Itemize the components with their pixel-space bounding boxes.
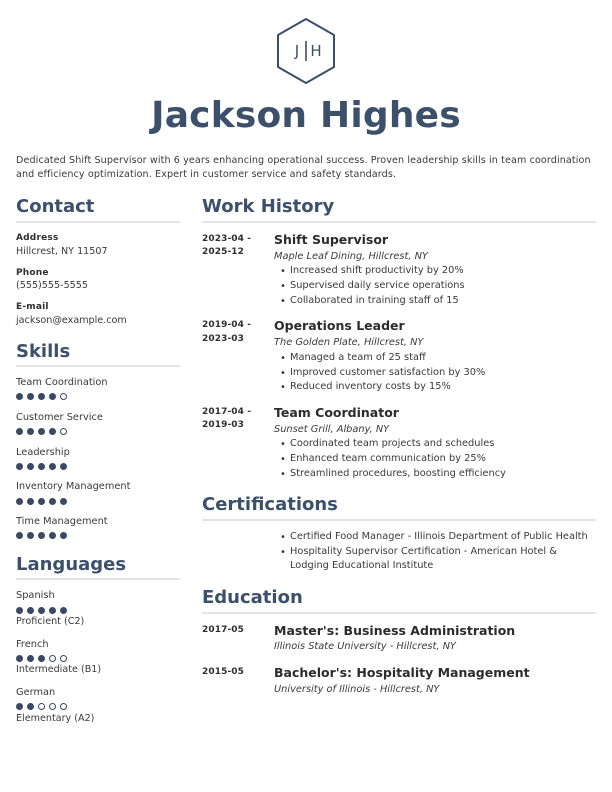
contact-value: (555)555-5555 (16, 280, 88, 292)
rating-dot-filled (38, 428, 45, 435)
bullet-item: • Supervised daily service operations (290, 279, 596, 294)
language-proficiency: Proficient (C2) (16, 616, 85, 628)
skill-name: Leadership (16, 446, 70, 458)
rating-dot-empty (60, 428, 67, 435)
section-contact (16, 197, 180, 327)
section-work-history (202, 197, 596, 481)
section-divider (202, 221, 596, 223)
work-entry (202, 318, 596, 394)
skill-item (16, 411, 180, 437)
bullet-item: • Hospitality Supervisor Certification - American Hotel & Lodging Educational Institute (290, 545, 596, 574)
skill-name: Team Coordination (16, 377, 108, 389)
skill-item (16, 376, 180, 402)
rating-dot-filled (27, 703, 34, 710)
education-entry-body (274, 623, 596, 655)
education-entry-date: 2017-05 (202, 624, 245, 635)
education-entry-title: Master's: Business Administration (274, 622, 516, 638)
work-entry-title: Team Coordinator (274, 404, 399, 420)
rating-dot-filled (49, 463, 56, 470)
rating-dot-filled (16, 703, 23, 710)
work-entry-bullets (274, 437, 596, 481)
work-entry-bullets (274, 351, 596, 395)
language-name: French (16, 638, 49, 650)
section-heading-certifications: Certifications (202, 494, 338, 516)
language-item (16, 589, 180, 628)
rating-dot-filled (38, 655, 45, 662)
bullet-item: • Certified Food Manager - Illinois Department of Public Health (290, 530, 596, 545)
rating-dot-empty (60, 393, 67, 400)
education-entry (202, 665, 596, 697)
section-heading-contact: Contact (16, 196, 95, 218)
rating-dot-filled (49, 498, 56, 505)
skills-list (16, 376, 180, 541)
rating-dots (16, 461, 180, 471)
skill-item (16, 515, 180, 541)
page-title: Jackson Highes (151, 95, 461, 136)
work-entry-body (274, 232, 596, 308)
work-entry (202, 405, 596, 481)
languages-list (16, 589, 180, 725)
skill-name: Time Management (16, 516, 108, 528)
education-entry-title: Bachelor's: Hospitality Management (274, 665, 530, 681)
bullet-item: • Streamlined procedures, boosting efficiency (290, 467, 596, 482)
contact-item (16, 267, 180, 294)
work-entry-title: Shift Supervisor (274, 232, 389, 248)
monogram-initial-right: H (310, 42, 322, 60)
skill-item (16, 480, 180, 506)
section-heading-education: Education (202, 587, 303, 609)
section-heading-languages: Languages (16, 553, 127, 575)
language-item (16, 686, 180, 725)
monogram-initial-left: J (294, 42, 300, 60)
bullet-item: • Coordinated team projects and schedules (290, 437, 596, 452)
language-name: German (16, 686, 56, 698)
contact-label: Phone (16, 267, 49, 278)
rating-dot-filled (38, 607, 45, 614)
rating-dot-filled (49, 428, 56, 435)
section-languages (16, 555, 180, 725)
work-entry-date: 2019-04 - 2023-03 (202, 320, 252, 344)
bullet-item: • Reduced inventory costs by 15% (290, 380, 596, 395)
education-entry-date: 2015-05 (202, 667, 245, 678)
skill-name: Inventory Management (16, 481, 131, 493)
rating-dot-filled (49, 607, 56, 614)
rating-dot-filled (60, 463, 67, 470)
rating-dot-filled (27, 498, 34, 505)
work-entry-body (274, 405, 596, 481)
professional-summary: Dedicated Shift Supervisor with 6 years enhancing operational success. Proven leadership skills in team coordination and efficiency optimization. Expert in customer service and safety standards. (16, 154, 591, 180)
contact-item (16, 232, 180, 259)
section-heading-skills: Skills (16, 340, 71, 362)
rating-dot-filled (16, 607, 23, 614)
work-history-list (202, 232, 596, 481)
skill-name: Customer Service (16, 411, 103, 423)
bullet-item: • Managed a team of 25 staff (290, 351, 596, 366)
rating-dot-filled (16, 428, 23, 435)
bullet-item: • Increased shift productivity by 20% (290, 264, 596, 279)
certification-date-spacer (202, 530, 274, 531)
work-entry-organization: The Golden Plate, Hillcrest, NY (274, 337, 424, 349)
education-entry (202, 623, 596, 655)
work-entry-organization: Maple Leaf Dining, Hillcrest, NY (274, 250, 428, 262)
monogram-hexagon-icon (272, 16, 340, 86)
section-divider (16, 578, 180, 580)
rating-dot-filled (27, 393, 34, 400)
resume-body (16, 197, 596, 739)
rating-dot-empty (38, 703, 45, 710)
rating-dot-filled (49, 532, 56, 539)
rating-dot-filled (16, 498, 23, 505)
rating-dot-empty (49, 703, 56, 710)
contact-value: jackson@example.com (16, 314, 127, 326)
main-column (192, 197, 596, 711)
education-entry-organization: University of Illinois - Hillcrest, NY (274, 683, 440, 695)
rating-dots (16, 653, 180, 663)
rating-dot-filled (38, 498, 45, 505)
education-entry-body (274, 665, 596, 697)
rating-dot-filled (60, 607, 67, 614)
section-divider (202, 519, 596, 521)
work-entry-organization: Sunset Grill, Albany, NY (274, 423, 390, 435)
resume-header (16, 0, 596, 136)
rating-dot-filled (38, 393, 45, 400)
work-entry-date: 2017-04 - 2019-03 (202, 406, 252, 430)
language-item (16, 638, 180, 677)
language-proficiency: Elementary (A2) (16, 712, 95, 724)
section-divider (16, 365, 180, 367)
contact-item (16, 301, 180, 328)
work-entry-title: Operations Leader (274, 318, 405, 334)
certification-bullets (274, 530, 596, 574)
contact-label: Address (16, 233, 59, 244)
contact-label: E-mail (16, 302, 49, 313)
bullet-item: • Enhanced team communication by 25% (290, 452, 596, 467)
rating-dot-filled (27, 607, 34, 614)
rating-dot-filled (27, 532, 34, 539)
section-heading-work-history: Work History (202, 196, 335, 218)
work-entry-bullets (274, 264, 596, 308)
work-entry-date: 2023-04 - 2025-12 (202, 234, 252, 258)
work-entry-body (274, 318, 596, 394)
rating-dot-filled (16, 655, 23, 662)
section-skills (16, 342, 180, 541)
education-entry-organization: Illinois State University - Hillcrest, NY (274, 641, 456, 653)
section-certifications (202, 495, 596, 574)
rating-dot-filled (49, 393, 56, 400)
bullet-item: • Improved customer satisfaction by 30% (290, 366, 596, 381)
rating-dot-empty (60, 703, 67, 710)
rating-dot-filled (16, 393, 23, 400)
certification-body (274, 530, 596, 574)
rating-dot-filled (27, 655, 34, 662)
certifications-list (202, 530, 596, 574)
rating-dot-filled (16, 463, 23, 470)
work-entry (202, 232, 596, 308)
rating-dot-filled (60, 532, 67, 539)
bullet-item: • Collaborated in training staff of 15 (290, 294, 596, 309)
sidebar-column (16, 197, 192, 739)
section-divider (16, 221, 180, 223)
section-education (202, 588, 596, 697)
rating-dot-filled (38, 463, 45, 470)
contact-value: Hillcrest, NY 11507 (16, 245, 108, 257)
language-proficiency: Intermediate (B1) (16, 664, 102, 676)
rating-dots (16, 392, 180, 402)
rating-dots (16, 531, 180, 541)
contact-list (16, 232, 180, 328)
rating-dot-filled (16, 532, 23, 539)
rating-dots (16, 427, 180, 437)
rating-dot-filled (27, 463, 34, 470)
language-name: Spanish (16, 590, 55, 602)
rating-dots (16, 605, 180, 615)
section-divider (202, 612, 596, 614)
skill-item (16, 446, 180, 472)
rating-dot-empty (60, 655, 67, 662)
certification-entry (202, 530, 596, 574)
rating-dot-filled (38, 532, 45, 539)
education-list (202, 623, 596, 698)
rating-dots (16, 702, 180, 712)
rating-dots (16, 496, 180, 506)
rating-dot-filled (60, 498, 67, 505)
rating-dot-empty (49, 655, 56, 662)
rating-dot-filled (27, 428, 34, 435)
